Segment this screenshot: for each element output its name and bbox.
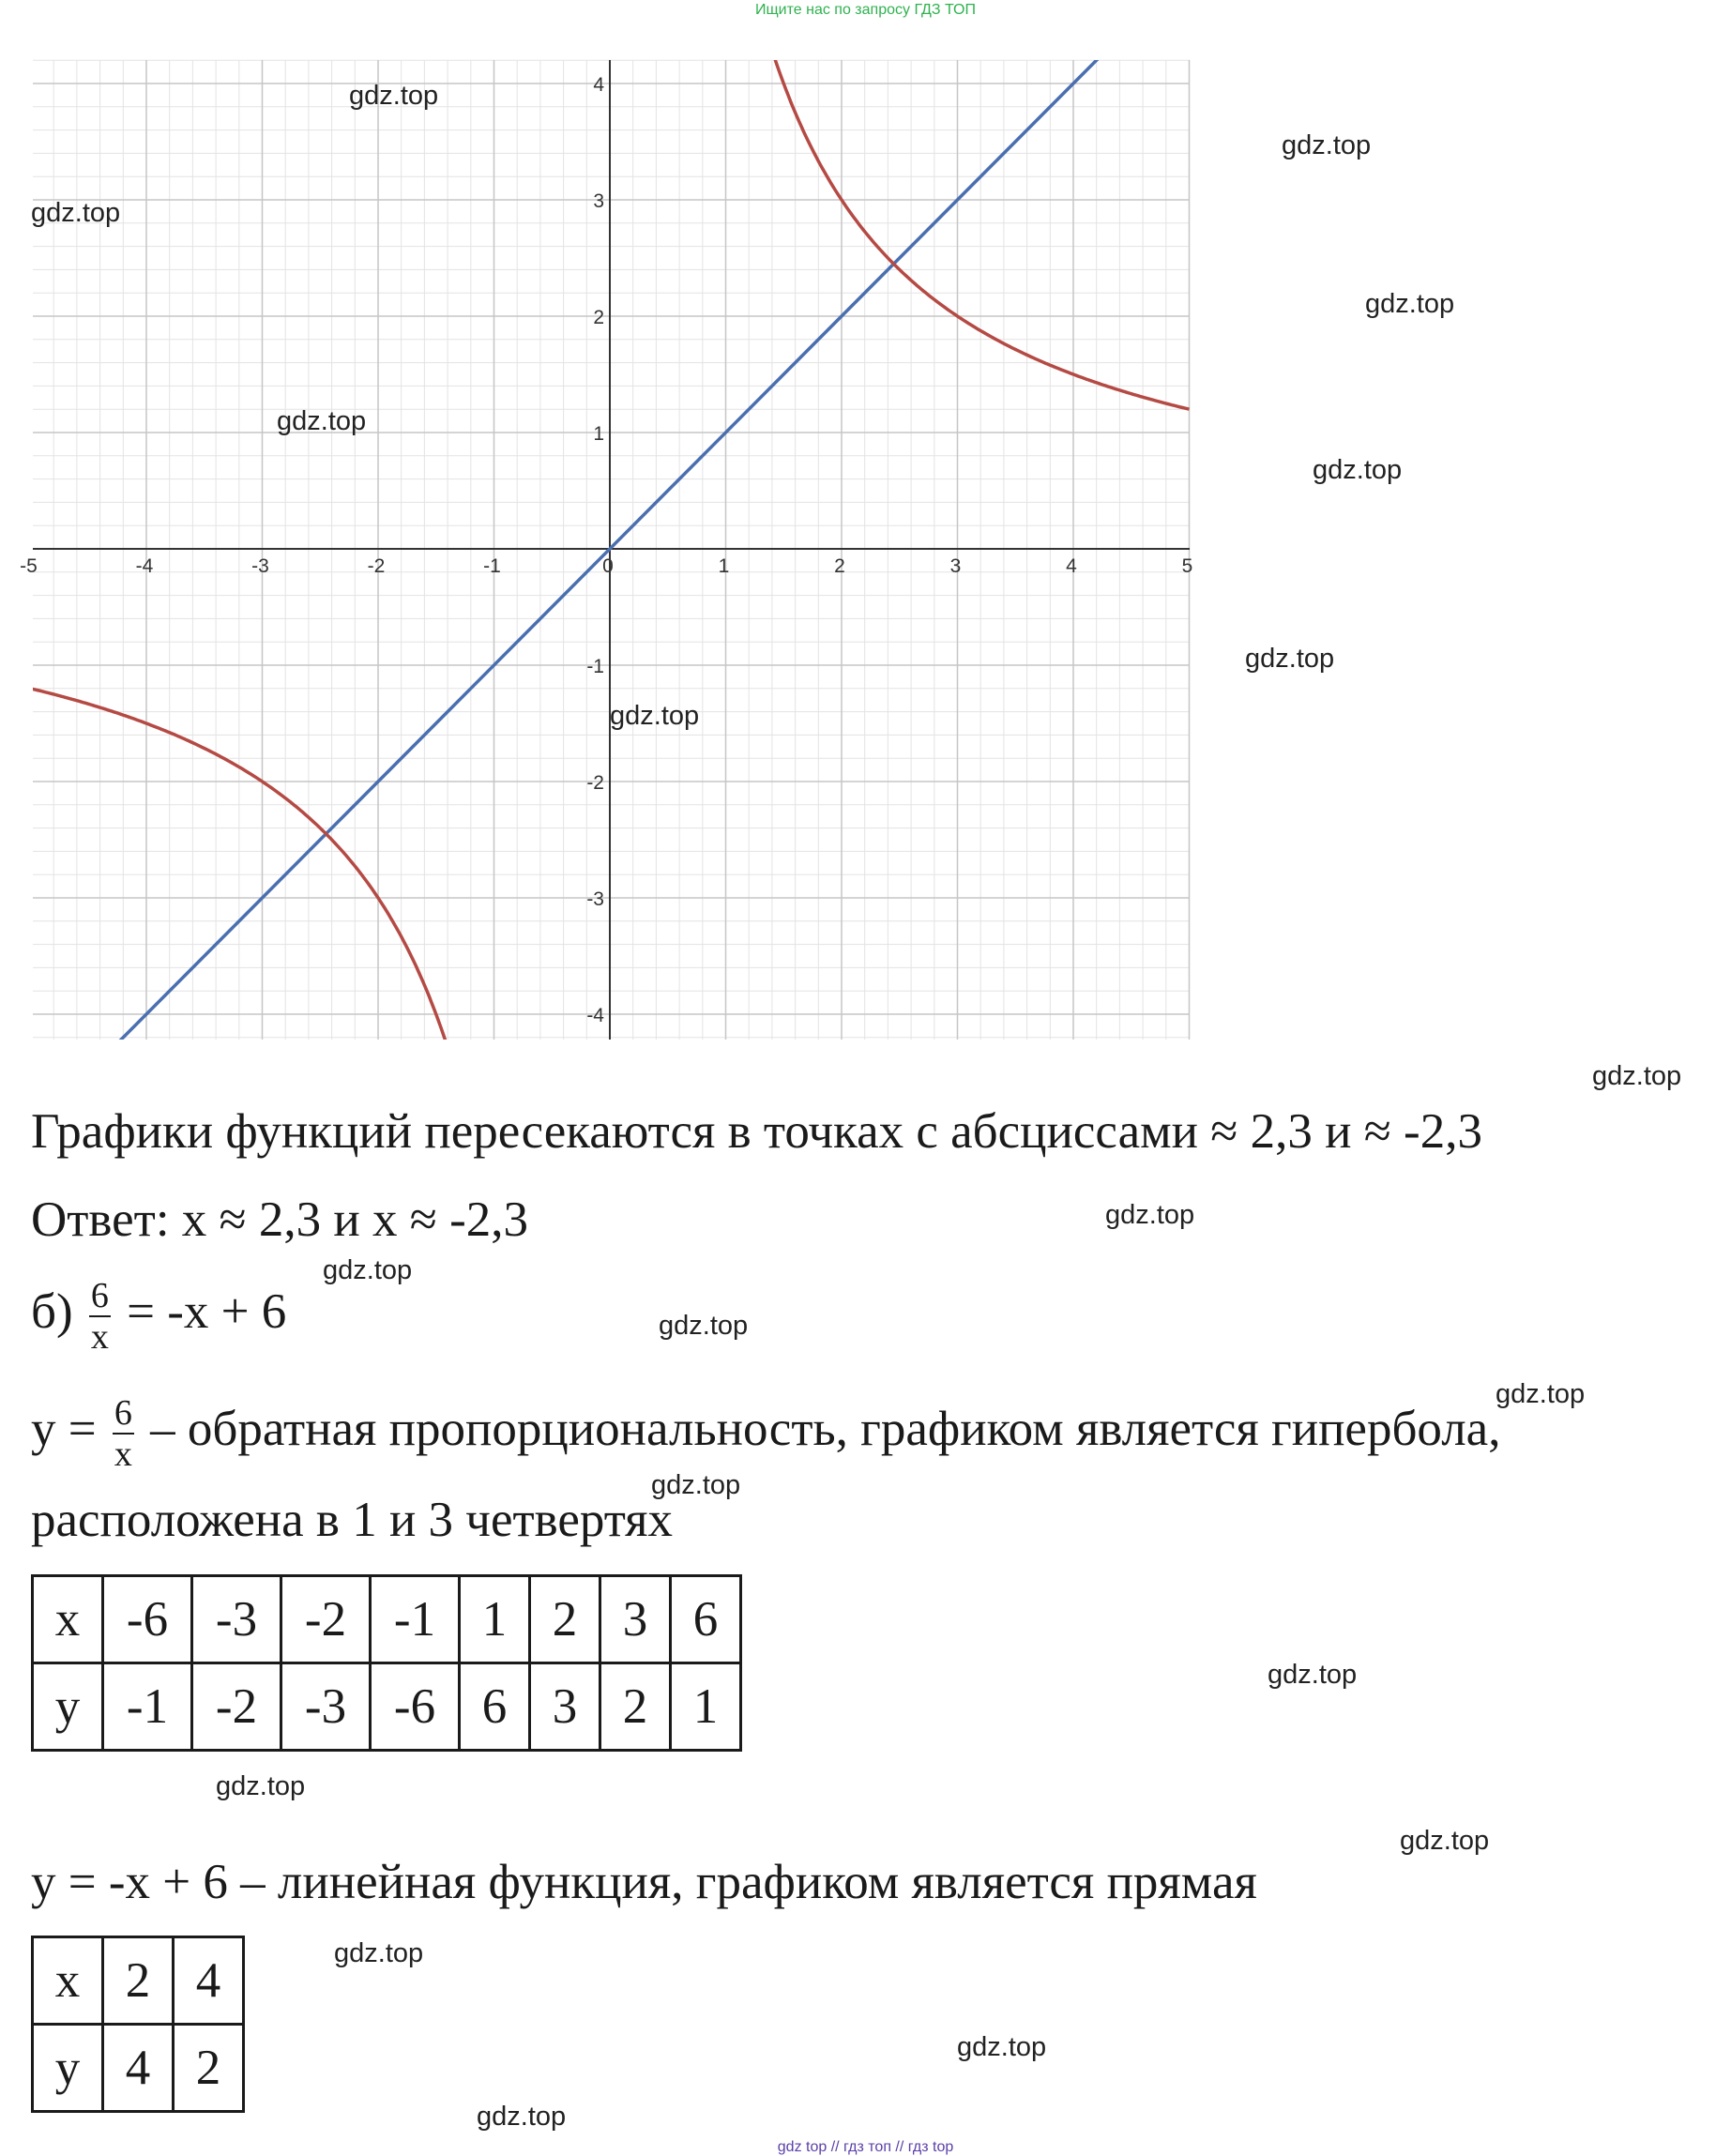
table-cell: 6 [671, 1576, 741, 1663]
table-cell: -6 [371, 1663, 460, 1751]
watermark: gdz.top [334, 1938, 424, 1968]
table-cell: 4 [103, 2025, 174, 2112]
values-table-hyperbola [31, 1574, 742, 1752]
table-row [33, 2025, 244, 2112]
footer: gdz top // гдз топ // гдз top [777, 2139, 954, 2155]
watermark: gdz.top [477, 2102, 567, 2132]
equation-rhs: = -x + 6 [127, 1284, 287, 1340]
hyperbola-description-2: расположена в 1 и 3 четвертях [31, 1493, 674, 1547]
fraction [113, 1395, 134, 1472]
table-cell: -6 [103, 1576, 192, 1663]
y-tick-label: 4 [593, 74, 604, 96]
x-tick-label: 1 [718, 555, 730, 577]
fraction-denominator: x [90, 1317, 109, 1357]
values-table-linear [31, 1936, 245, 2113]
watermark: gdz.top [1365, 289, 1455, 319]
intersection-text: Графики функций пересекаются в точках с абсциссами ≈ 2,3 и ≈ -2,3 [31, 1104, 1482, 1159]
x-tick-label: 4 [1066, 555, 1077, 577]
table-cell: x [33, 1576, 103, 1663]
watermark: gdz.top [31, 198, 121, 228]
hyperbola-desc: – обратная пропорциональность, графиком является гипербола, [150, 1402, 1501, 1457]
table-cell: y [33, 1663, 103, 1751]
watermark: gdz.top [323, 1255, 413, 1285]
x-tick-label: -4 [135, 555, 154, 577]
y-tick-label: -3 [586, 888, 604, 910]
fraction-numerator: 6 [114, 1393, 132, 1433]
table-cell: 3 [530, 1663, 600, 1751]
fraction-denominator: x [114, 1435, 132, 1474]
x-tick-label: -5 [20, 555, 38, 577]
y-tick-label: 3 [593, 190, 604, 212]
watermark: gdz.top [1400, 1826, 1490, 1856]
table-cell: -2 [281, 1576, 371, 1663]
top-banner: Ищите нас по запросу ГДЗ ТОП [755, 2, 976, 18]
watermark: gdz.top [659, 1311, 749, 1341]
watermark: gdz.top [1592, 1061, 1682, 1091]
table-cell: 1 [671, 1663, 741, 1751]
hyperbola-description [31, 1395, 1500, 1472]
table-cell: 4 [174, 1937, 244, 2025]
x-tick-label: 0 [602, 555, 614, 577]
table-cell: 2 [600, 1663, 671, 1751]
x-tick-label: 5 [1181, 555, 1193, 577]
hyperbola-lhs: y = [31, 1402, 97, 1457]
table-cell: -3 [281, 1663, 371, 1751]
table-cell: x [33, 1937, 103, 2025]
table-cell: 3 [600, 1576, 671, 1663]
hyperbola-branch-negative [31, 689, 460, 1051]
x-tick-label: -3 [251, 555, 269, 577]
x-tick-label: 2 [834, 555, 845, 577]
function-graph [0, 0, 1731, 1051]
y-tick-label: -2 [586, 772, 604, 794]
part-b-label: б) [31, 1284, 73, 1340]
x-tick-label: -2 [367, 555, 386, 577]
table-cell: -3 [192, 1576, 281, 1663]
watermark: gdz.top [1313, 455, 1403, 485]
y-tick-label: -4 [586, 1005, 604, 1026]
linear-description: y = -x + 6 – линейная функция, графиком является прямая [31, 1855, 1257, 1909]
y-tick-label: 1 [593, 423, 604, 445]
table-row [33, 1663, 741, 1751]
watermark: gdz.top [1245, 644, 1335, 674]
watermark: gdz.top [610, 701, 700, 731]
y-tick-label: 2 [593, 307, 604, 328]
table-cell: 2 [174, 2025, 244, 2112]
watermark: gdz.top [349, 81, 439, 111]
watermark: gdz.top [1282, 130, 1372, 160]
fraction [89, 1278, 111, 1355]
table-cell: 2 [530, 1576, 600, 1663]
x-tick-label: 3 [949, 555, 962, 577]
table-cell: -1 [103, 1663, 192, 1751]
table-row [33, 1576, 741, 1663]
table-cell: -2 [192, 1663, 281, 1751]
watermark: gdz.top [1496, 1379, 1586, 1409]
watermark: gdz.top [651, 1470, 741, 1500]
watermark: gdz.top [957, 2032, 1047, 2062]
watermark: gdz.top [1105, 1200, 1195, 1230]
hyperbola-branch-positive [761, 12, 1190, 410]
table-cell: y [33, 2025, 103, 2112]
table-cell: 2 [103, 1937, 174, 2025]
axes [33, 60, 1190, 1040]
table-cell: 6 [460, 1663, 530, 1751]
watermark: gdz.top [277, 406, 367, 436]
table-cell: 1 [460, 1576, 530, 1663]
watermark: gdz.top [216, 1771, 306, 1801]
equation-b [31, 1278, 286, 1355]
fraction-numerator: 6 [90, 1276, 109, 1315]
x-tick-label: -1 [483, 555, 501, 577]
watermark: gdz.top [1268, 1660, 1358, 1690]
answer-text: Ответ: x ≈ 2,3 и x ≈ -2,3 [31, 1192, 528, 1247]
y-tick-label: -1 [586, 656, 604, 677]
table-cell: -1 [371, 1576, 460, 1663]
table-row [33, 1937, 244, 2025]
